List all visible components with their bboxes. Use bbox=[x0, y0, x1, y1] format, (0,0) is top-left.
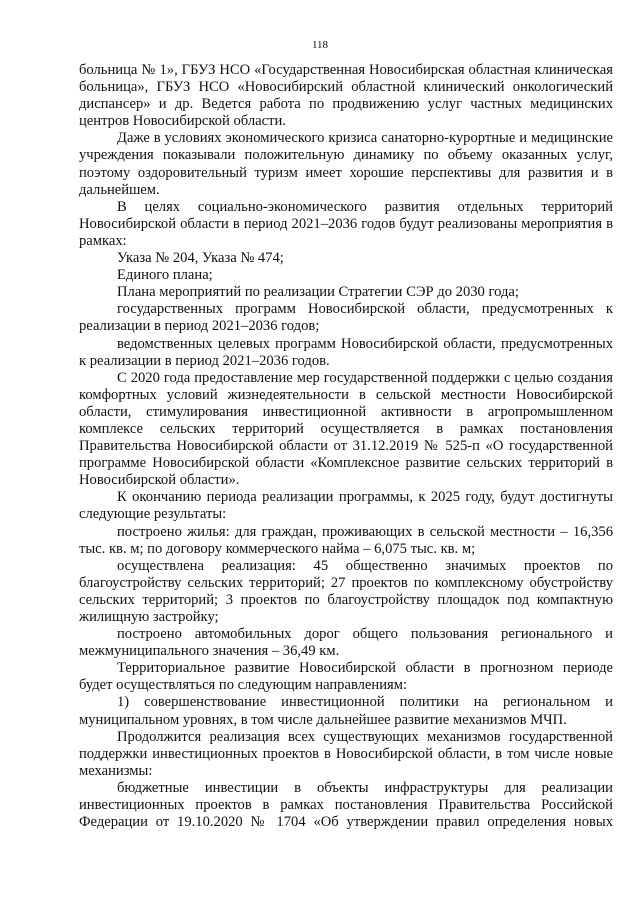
paragraph: С 2020 года предоставление мер государственной поддержки с целью создания комфортных условий жизнедеятельности в сельской местности Новосибирской области, стимулирования инвестиционной активности в агропромышленном комплексе сельских территорий осуществляется в рамках постановления Правительства Новосибирской области от 31.12.2019 № 525-п «О государственной программе Новосибирской области «Комплексное развитие сельских территорий в Новосибирской области». bbox=[79, 369, 613, 489]
paragraph: построено жилья: для граждан, проживающих в сельской местности – 16,356 тыс. кв. м; по договору коммерческого найма – 6,075 тыс. кв. м; bbox=[79, 523, 613, 557]
paragraph: Продолжится реализация всех существующих механизмов государственной поддержки инвестиционных проектов в Новосибирской области, в том числе новые механизмы: bbox=[79, 728, 613, 779]
paragraph: Территориальное развитие Новосибирской области в прогнозном периоде будет осуществляться по следующим направлениям: bbox=[79, 660, 613, 694]
paragraph: К окончанию периода реализации программы, к 2025 году, будут достигнуты следующие результаты: bbox=[79, 489, 613, 523]
paragraph: ведомственных целевых программ Новосибирской области, предусмотренных к реализации в период 2021–2036 годов. bbox=[79, 335, 613, 369]
paragraph: Даже в условиях экономического кризиса санаторно-курортные и медицинские учреждения показывали положительную динамику по объему оказанных услуг, поэтому оздоровительный туризм имеет хорошие перспективы для развития и в дальнейшем. bbox=[79, 130, 613, 198]
paragraph: построено автомобильных дорог общего пользования регионального и межмуниципального значения – 36,49 км. bbox=[79, 626, 613, 660]
page-number: 118 bbox=[311, 39, 329, 51]
paragraph: бюджетные инвестиции в объекты инфраструктуры для реализации инвестиционных проектов в рамках постановления Правительства Российской Федерации от 19.10.2020 № 1704 «Об утверждении правил определения новых bbox=[79, 779, 613, 831]
paragraph: государственных программ Новосибирской области, предусмотренных к реализации в период 2021–2036 годов; bbox=[79, 301, 613, 335]
paragraph: осуществлена реализация: 45 общественно значимых проектов по благоустройству сельских территорий; 27 проектов по комплексному обустройству сельских территорий; 3 проектов по благоустройству площадок под компактную жилищную застройку; bbox=[79, 557, 613, 625]
paragraph: В целях социально-экономического развития отдельных территорий Новосибирской области в период 2021–2036 годов будут реализованы мероприятия в рамках: bbox=[79, 198, 613, 249]
paragraph: больница № 1», ГБУЗ НСО «Государственная Новосибирская областная клиническая больница», ГБУЗ НСО «Новосибирский областной клинический онкологический диспансер» и др. Ведется работа по продвижению услуг частных медицинских центров Новосибирской области. bbox=[79, 62, 613, 130]
paragraph: Указа № 204, Указа № 474; bbox=[117, 250, 284, 267]
paragraph: 1) совершенствование инвестиционной политики на региональном и муниципальном уровнях, в том числе дальнейшее развитие механизмов МЧП. bbox=[79, 694, 613, 728]
paragraph: Плана мероприятий по реализации Стратегии СЭР до 2030 года; bbox=[117, 284, 519, 301]
document-body bbox=[79, 62, 613, 831]
paragraph: Единого плана; bbox=[117, 267, 213, 284]
